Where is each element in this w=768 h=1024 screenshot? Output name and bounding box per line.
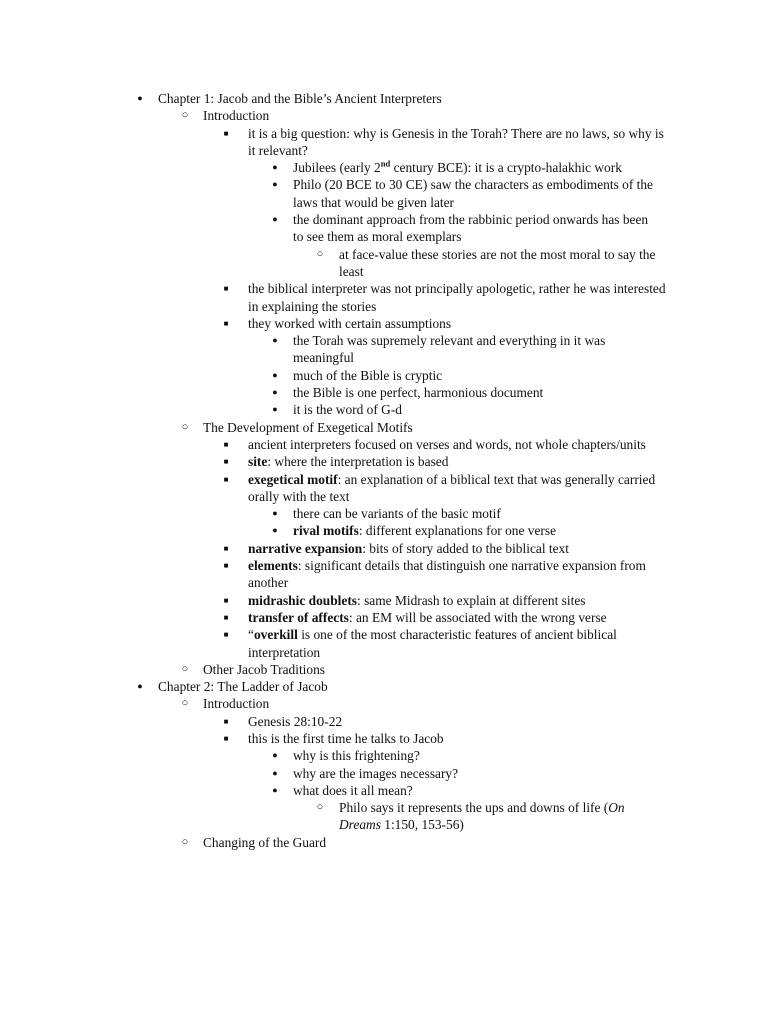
question-text: why is this frightening?	[293, 748, 420, 764]
chapter-1-item	[0, 90, 768, 107]
chapter-2-title: Chapter 2: The Ladder of Jacob	[158, 679, 328, 695]
list-item	[0, 125, 768, 160]
list-item	[0, 436, 768, 453]
list-item	[0, 522, 768, 539]
overkill-definition: “overkill is one of the most characteristic features of ancient biblical interpretation	[248, 627, 617, 660]
bullet-square-icon: ■	[223, 439, 229, 449]
rabbinic-text: the dominant approach from the rabbinic period onwards has been to see them as moral exemplars	[293, 212, 649, 245]
bullet-circle-icon: ○	[316, 801, 324, 814]
genesis-reference: Genesis 28:10-22	[248, 713, 343, 729]
assumption-text: the Bible is one perfect, harmonious document	[293, 385, 544, 401]
face-value-text: at face-value these stories are not the most moral to say the least	[339, 246, 656, 279]
philo-text: Philo (20 BCE to 30 CE) saw the characters as embodiments of the laws that would be given later	[293, 177, 653, 210]
list-item	[0, 747, 768, 764]
bullet-disc-icon: ●	[137, 681, 143, 692]
big-question-text: it is a big question: why is Genesis in the Torah? There are no laws, so why is it relevant?	[248, 125, 664, 158]
bullet-square-icon: ■	[223, 716, 229, 726]
bullet-square-icon: ■	[223, 318, 229, 328]
ch1-development-item	[0, 419, 768, 436]
motif-definition: exegetical motif: an explanation of a biblical text that was generally carried orally with the text	[248, 471, 656, 504]
bullet-disc-icon: ●	[272, 387, 278, 398]
bullet-disc-icon: ●	[272, 404, 278, 415]
development-heading: The Development of Exegetical Motifs	[203, 419, 413, 435]
variants-text: there can be variants of the basic motif	[293, 506, 501, 522]
bullet-circle-icon: ○	[181, 835, 189, 848]
assumption-text: the Torah was supremely relevant and everything in it was meaningful	[293, 333, 606, 366]
bullet-disc-icon: ●	[272, 525, 278, 536]
list-item	[0, 332, 768, 367]
bullet-disc-icon: ●	[272, 750, 278, 761]
bullet-square-icon: ■	[223, 474, 229, 484]
bullet-disc-icon: ●	[272, 369, 278, 380]
list-item	[0, 401, 768, 418]
changing-guard-heading: Changing of the Guard	[203, 834, 327, 850]
bullet-circle-icon: ○	[181, 697, 189, 710]
bullet-disc-icon: ●	[272, 335, 278, 346]
list-item	[0, 159, 768, 176]
question-text: why are the images necessary?	[293, 765, 459, 781]
ch2-introduction-item	[0, 695, 768, 712]
narrative-definition: narrative expansion: bits of story added to the biblical text	[248, 540, 569, 556]
document-page	[0, 90, 768, 851]
bullet-square-icon: ■	[223, 128, 229, 138]
bullet-square-icon: ■	[223, 284, 229, 294]
list-item	[0, 453, 768, 470]
list-item	[0, 471, 768, 506]
bullet-circle-icon: ○	[181, 420, 189, 433]
ch2-guard-item	[0, 834, 768, 851]
list-item	[0, 782, 768, 799]
list-item	[0, 626, 768, 661]
bullet-square-icon: ■	[223, 561, 229, 571]
bullet-circle-icon: ○	[181, 662, 189, 675]
list-item	[0, 730, 768, 747]
list-item	[0, 799, 768, 834]
elements-definition: elements: significant details that distinguish one narrative expansion from another	[248, 558, 646, 591]
bullet-square-icon: ■	[223, 543, 229, 553]
bullet-disc-icon: ●	[272, 784, 278, 795]
bullet-disc-icon: ●	[272, 214, 278, 225]
other-traditions-heading: Other Jacob Traditions	[203, 661, 325, 677]
ch1-introduction-item	[0, 107, 768, 124]
chapter-1-title: Chapter 1: Jacob and the Bible’s Ancient Interpreters	[158, 91, 442, 106]
bullet-square-icon: ■	[223, 457, 229, 467]
bullet-square-icon: ■	[223, 595, 229, 605]
list-item	[0, 315, 768, 332]
list-item	[0, 384, 768, 401]
list-item	[0, 609, 768, 626]
bullet-disc-icon: ●	[272, 179, 278, 190]
list-item	[0, 211, 768, 246]
question-text: what does it all mean?	[293, 782, 413, 798]
bullet-circle-icon: ○	[181, 109, 189, 122]
assumption-text: much of the Bible is cryptic	[293, 367, 443, 383]
bullet-disc-icon: ●	[272, 767, 278, 778]
list-item	[0, 367, 768, 384]
bullet-square-icon: ■	[223, 630, 229, 640]
first-time-text: this is the first time he talks to Jacob	[248, 730, 444, 746]
jubilees-text: Jubilees (early 2nd century BCE): it is a crypto-halakhic work	[293, 158, 622, 176]
apologetic-text: the biblical interpreter was not principally apologetic, rather he was interested in explaining the stories	[248, 281, 666, 314]
list-item	[0, 592, 768, 609]
list-item	[0, 176, 768, 211]
rival-definition: rival motifs: different explanations for one verse	[293, 523, 557, 539]
list-item	[0, 713, 768, 730]
doublets-definition: midrashic doublets: same Midrash to explain at different sites	[248, 592, 586, 608]
bullet-square-icon: ■	[223, 733, 229, 743]
transfer-definition: transfer of affects: an EM will be associated with the wrong verse	[248, 609, 607, 625]
bullet-disc-icon: ●	[137, 93, 143, 103]
bullet-disc-icon: ●	[272, 508, 278, 519]
bullet-disc-icon: ●	[272, 162, 278, 173]
assumptions-text: they worked with certain assumptions	[248, 315, 452, 331]
chapter-2-item	[0, 678, 768, 695]
verses-text: ancient interpreters focused on verses and words, not whole chapters/units	[248, 436, 646, 452]
ch2-introduction-heading: Introduction	[203, 696, 270, 712]
list-item	[0, 765, 768, 782]
ch1-other-item	[0, 661, 768, 678]
ch1-introduction-heading: Introduction	[203, 108, 270, 124]
bullet-circle-icon: ○	[316, 247, 324, 260]
site-definition: site: where the interpretation is based	[248, 454, 449, 470]
list-item	[0, 246, 768, 281]
list-item	[0, 540, 768, 557]
list-item	[0, 557, 768, 592]
bullet-square-icon: ■	[223, 612, 229, 622]
list-item	[0, 280, 768, 315]
philo-dreams-text: Philo says it represents the ups and downs of life (On Dreams 1:150, 153-56)	[339, 800, 625, 833]
assumption-text: it is the word of G-d	[293, 402, 402, 418]
list-item	[0, 505, 768, 522]
